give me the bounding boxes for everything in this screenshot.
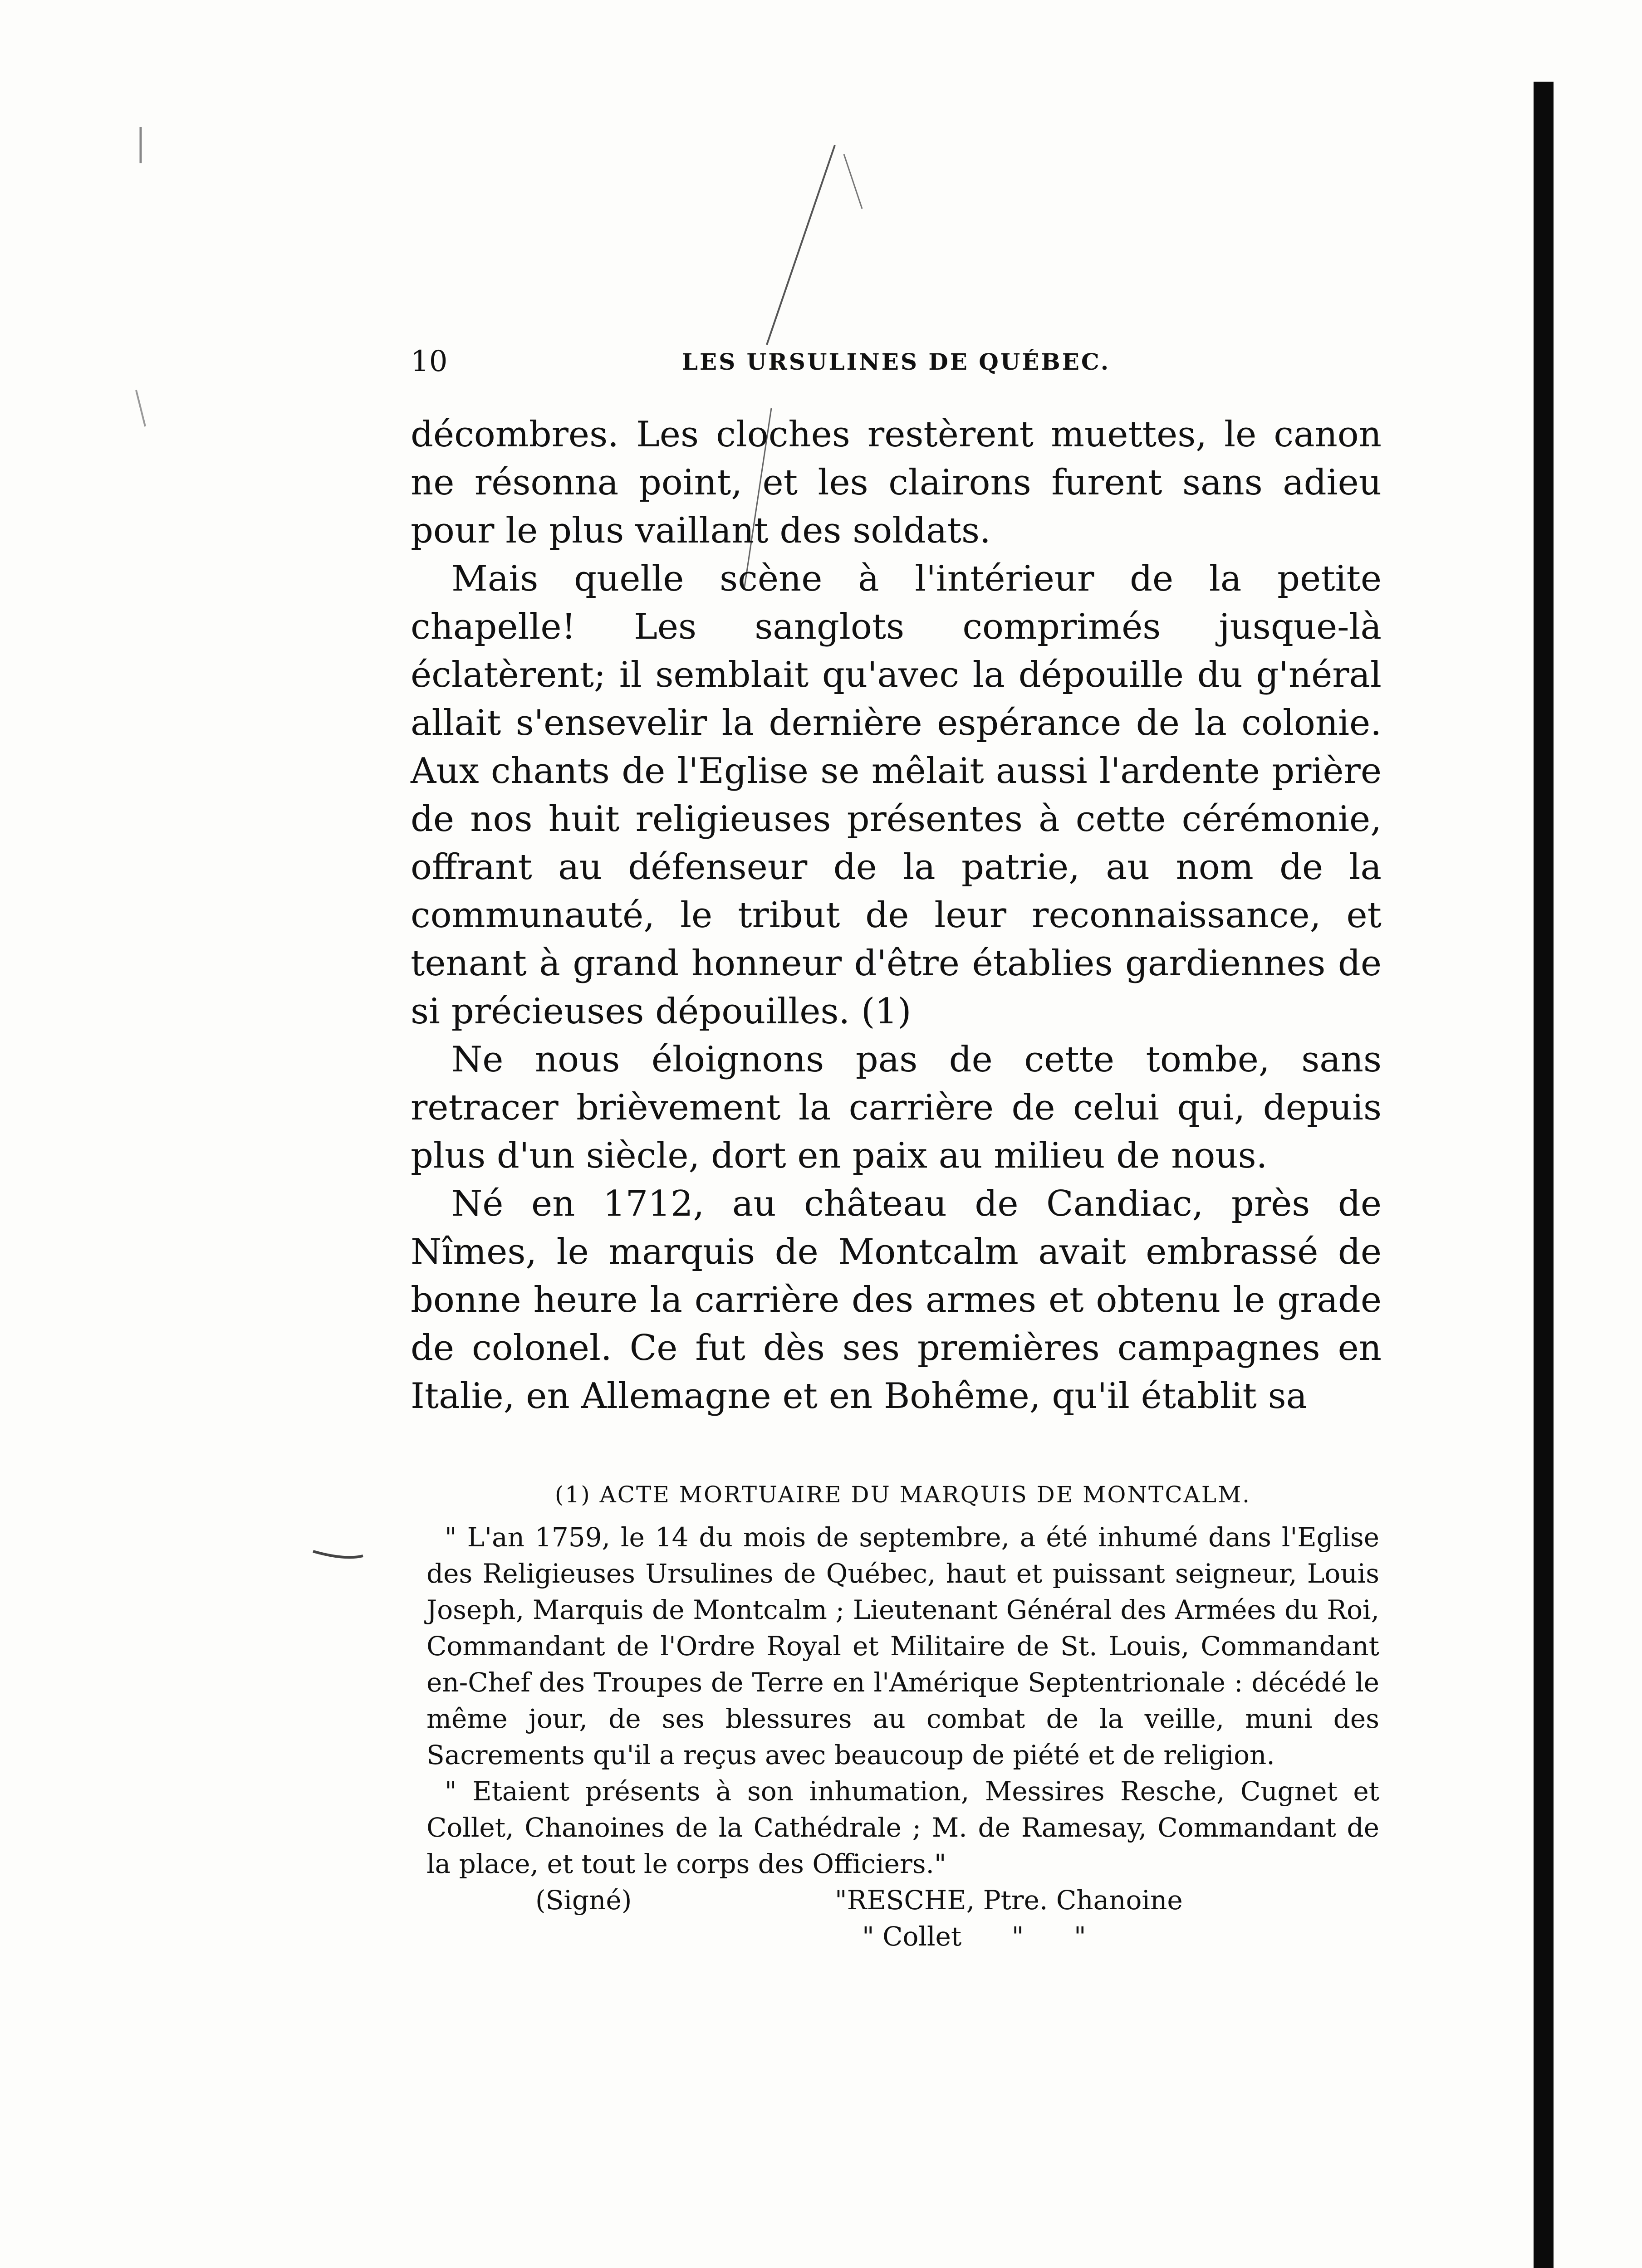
body-text	[411, 411, 1382, 1420]
footnote	[426, 1476, 1379, 1955]
signature-collet: " Collet " "	[862, 1921, 1086, 1952]
signed-label: (Signé)	[535, 1885, 632, 1916]
running-head	[411, 345, 1382, 386]
body-paragraph: Mais quelle scène à l'intérieur de la petite chapelle! Les sanglots comprimés jusque-là éclatèrent; il semblait qu'avec la dépouille du g'néral allait s'ensevelir la dernière espérance de la colonie. Aux chants de l'Eglise se mêlait aussi l'ardente prière de nos huit religieuses présentes à cette cérémonie, offrant au défenseur de la patrie, au nom de la communauté, le tribut de leur reconnaissance, et tenant à grand honneur d'être établies gardiennes de si précieuses dépouilles. (1)	[411, 558, 1382, 1032]
body-paragraph: décombres. Les cloches restèrent muettes, le canon ne résonna point, et les clairons furent sans adieu pour le plus vaillant des soldats.	[411, 414, 1382, 551]
signature-resche: "RESCHE, Ptre. Chanoine	[835, 1885, 1183, 1916]
running-title: LES URSULINES DE QUÉBEC.	[681, 348, 1111, 375]
footnote-paragraph: " Etaient présents à son inhumation, Messires Resche, Cugnet et Collet, Chanoines de la Cathédrale ; M. de Ramesay, Commandant de la place, et tout le corps des Officiers."	[426, 1776, 1379, 1879]
page-number: 10	[411, 345, 448, 378]
footnote-paragraph: " L'an 1759, le 14 du mois de septembre, a été inhumé dans l'Eglise des Religieuses Ursulines de Québec, haut et puissant seigneur, Louis Joseph, Marquis de Montcalm ; Lieutenant Général des Armées du Roi, Commandant de l'Ordre Royal et Militaire de St. Louis, Commandant en-Chef des Troupes de Terre en l'Amérique Septentrionale : décédé le même jour, de ses blessures au combat de la veille, muni des Sacrements qu'il a reçus avec beaucoup de piété et de religion.	[426, 1522, 1379, 1770]
body-paragraph: Né en 1712, au château de Candiac, près de Nîmes, le marquis de Montcalm avait embrassé de bonne heure la carrière des armes et obtenu le grade de colonel. Ce fut dès ses premières campagnes en Italie, en Allemagne et en Bohême, qu'il établit sa	[411, 1183, 1382, 1417]
signature-row	[426, 1882, 1379, 1918]
signature-row	[426, 1918, 1379, 1955]
body-paragraph: Ne nous éloignons pas de cette tombe, sans retracer brièvement la carrière de celui qui, depuis plus d'un siècle, dort en paix au milieu de nous.	[411, 1039, 1382, 1176]
footnote-heading: (1) ACTE MORTUAIRE DU MARQUIS DE MONTCALM.	[554, 1481, 1251, 1508]
